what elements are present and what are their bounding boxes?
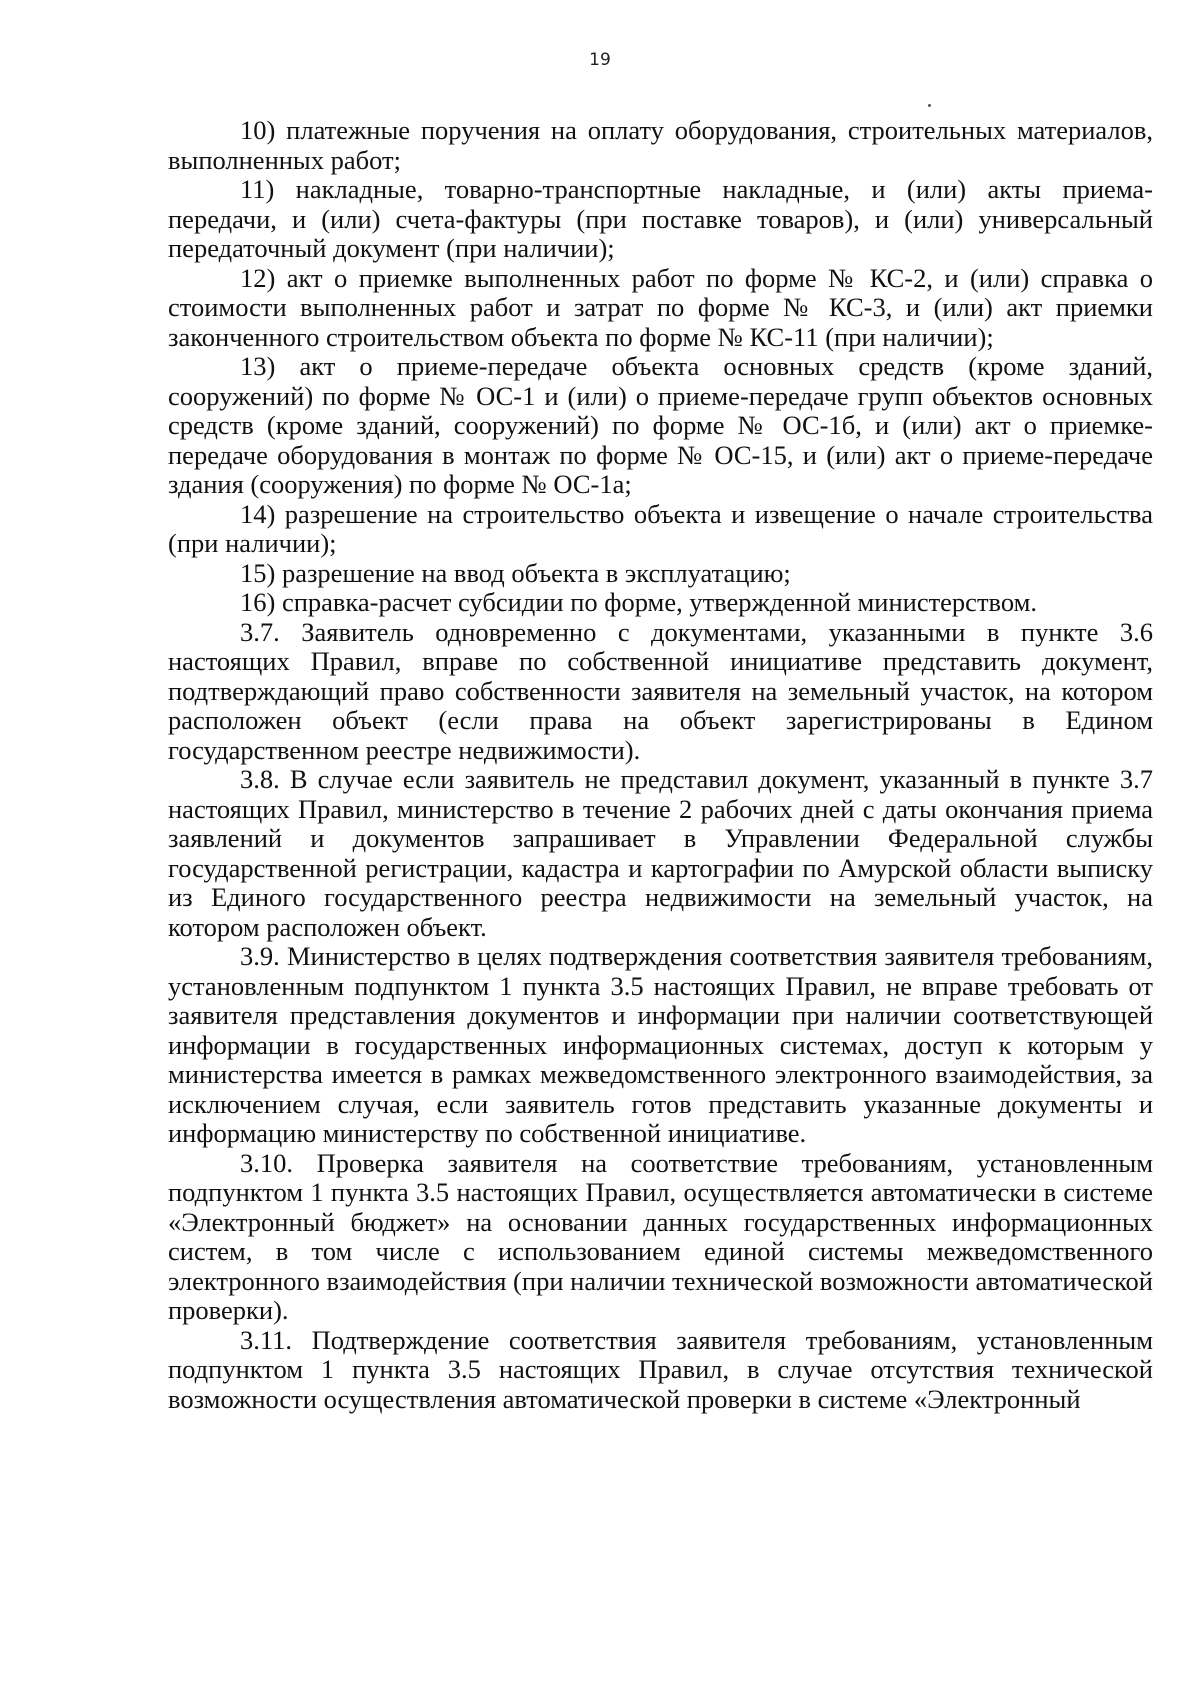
document-body bbox=[168, 116, 1153, 1414]
list-item-10: 10) платежные поручения на оплату оборудования, строительных материалов, выполненных работ; bbox=[168, 115, 1153, 175]
list-item-15: 15) разрешение на ввод объекта в эксплуатацию; bbox=[240, 557, 791, 588]
list-item-11: 11) накладные, товарно-транспортные накладные, и (или) акты приема-передачи, и (или) счета-фактуры (при поставке товаров), и (или) универсальный передаточный документ (при наличии); bbox=[168, 174, 1153, 263]
clause-3-8: 3.8. В случае если заявитель не представил документ, указанный в пункте 3.7 настоящих Правил, министерство в течение 2 рабочих дней с даты окончания приема заявлений и документов запрашивает в Управлении Федеральной службы государственной регистрации, кадастра и картографии по Амурской области выписку из Единого государственного реестра недвижимости на земельный участок, на котором расположен объект. bbox=[168, 764, 1153, 942]
clause-3-10: 3.10. Проверка заявителя на соответствие требованиям, установленным подпунктом 1 пункта 3.5 настоящих Правил, осуществляется автоматически в системе «Электронный бюджет» на основании данных государственных информационных систем, в том числе с использованием единой системы межведомственного электронного взаимодействия (при наличии технической возможности автоматической проверки). bbox=[168, 1147, 1153, 1325]
list-item-14: 14) разрешение на строительство объекта и извещение о начале строительства (при наличии); bbox=[168, 498, 1153, 558]
clause-3-9: 3.9. Министерство в целях подтверждения соответствия заявителя требованиям, установленным подпунктом 1 пункта 3.5 настоящих Правил, не вправе требовать от заявителя представления документов и информации при наличии соответствующей информации в государственных информационных системах, доступ к которым у министерства имеется в рамках межведомственного электронного взаимодействия, за исключением случая, если заявитель готов представить указанные документы и информацию министерству по собственной инициативе. bbox=[168, 941, 1153, 1148]
list-item-16: 16) справка-расчет субсидии по форме, утвержденной министерством. bbox=[240, 587, 1037, 617]
page-number: 19 bbox=[589, 50, 611, 70]
scan-speck bbox=[928, 104, 931, 107]
clause-3-7: 3.7. Заявитель одновременно с документами, указанными в пункте 3.6 настоящих Правил, вправе по собственной инициативе представить документ, подтверждающий право собственности заявителя на земельный участок, на котором расположен объект (если права на объект зарегистрированы в Едином государственном реестре недвижимости). bbox=[168, 616, 1153, 765]
list-item-12: 12) акт о приемке выполненных работ по форме № КС-2, и (или) справка о стоимости выполненных работ и затрат по форме № КС-3, и (или) акт приемки законченного строительством объекта по форме № КС-11 (при наличии); bbox=[168, 262, 1153, 352]
clause-3-11: 3.11. Подтверждение соответствия заявителя требованиям, установленным подпунктом 1 пункта 3.5 настоящих Правил, в случае отсутствия технической возможности осуществления автоматической проверки в системе «Электронный bbox=[168, 1324, 1153, 1414]
list-item-13: 13) акт о приеме-передаче объекта основных средств (кроме зданий, сооружений) по форме № ОС-1 и (или) о приеме-передаче групп объектов основных средств (кроме зданий, сооружений) по форме № ОС-1б, и (или) акт о приемке-передаче оборудования в монтаж по форме № ОС-15, и (или) акт о приеме-передаче здания (сооружения) по форме № ОС-1а; bbox=[168, 351, 1153, 499]
